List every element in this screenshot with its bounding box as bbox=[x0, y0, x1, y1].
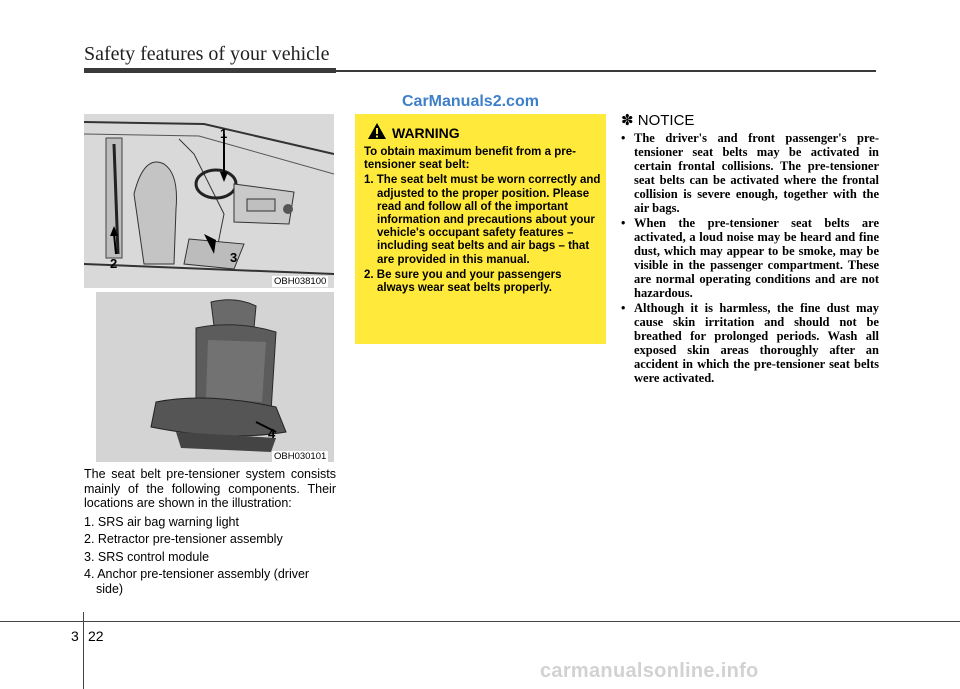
notice-item-text: Although it is harmless, the fine dust may cause skin irritation and should not be breathed for prolonged periods. Wash all exposed skin areas thoroughly after an accident in which the pre-tensioner seat belts were activated. bbox=[634, 301, 879, 385]
bullet-icon: • bbox=[621, 301, 626, 315]
warning-triangle-icon bbox=[367, 122, 387, 140]
warning-item: 2. Be sure you and your passengers always wear seat belts properly. bbox=[364, 268, 562, 295]
component-item: 4. Anchor pre-tensioner assembly (driver side) bbox=[84, 567, 310, 596]
notice-list bbox=[621, 131, 879, 386]
figure1-code: OBH038100 bbox=[274, 276, 327, 287]
component-item: 3. SRS control module bbox=[84, 549, 210, 564]
components-section bbox=[84, 467, 336, 599]
notice-item bbox=[621, 131, 879, 215]
bullet-icon: • bbox=[621, 131, 626, 145]
footer-rule bbox=[0, 621, 960, 622]
header-rule-thick bbox=[84, 68, 336, 73]
figure2-code: OBH030101 bbox=[274, 451, 327, 462]
component-item: 2. Retractor pre-tensioner assembly bbox=[84, 532, 283, 546]
car-interior-drawing bbox=[84, 114, 334, 288]
bullet-icon: • bbox=[621, 216, 626, 230]
header-rule-thin bbox=[336, 70, 876, 72]
warning-item: 1. The seat belt must be worn correctly and adjusted to the proper position. Please read and follow all of the important information and precautions about your vehicle's occupant safety features – including seat belts and air bags – that are provided in this manual. bbox=[364, 174, 601, 266]
notice-item bbox=[621, 216, 879, 300]
component-item: 1. SRS air bag warning light bbox=[84, 514, 239, 529]
callout-2: 2 bbox=[110, 256, 118, 271]
callout-1: 1 bbox=[220, 126, 228, 141]
callout-3: 3 bbox=[230, 250, 238, 265]
page-header-title: Safety features of your vehicle bbox=[84, 43, 330, 65]
notice-item bbox=[621, 301, 879, 385]
notice-item-text: When the pre-tensioner seat belts are activated, a loud noise may be heard and fine dust, which may appear to be smoke, may be visible in the passenger compartment. These are normal operating conditions and are not hazardous. bbox=[634, 216, 879, 300]
notice-title: ✽ NOTICE bbox=[621, 112, 695, 129]
notice-item-text: The driver's and front passenger's pre-tensioner seat belts may be activated in certain frontal collisions. The pre-tensioner seat belts can be activated where the frontal collision is severe enough, together with the air bags. bbox=[634, 131, 879, 215]
callout-4: 4 bbox=[268, 426, 276, 441]
seat-illustration bbox=[96, 292, 334, 462]
seat-drawing bbox=[96, 292, 334, 462]
warning-content bbox=[364, 146, 601, 295]
watermark-top: CarManuals2.com bbox=[402, 93, 539, 110]
components-list bbox=[84, 515, 336, 597]
page-chapter: 3 bbox=[71, 628, 79, 644]
page-number: 22 bbox=[88, 628, 104, 644]
watermark-bottom: carmanualsonline.info bbox=[540, 660, 759, 682]
warning-title: WARNING bbox=[392, 125, 460, 141]
warning-lead: To obtain maximum benefit from a pre-tensioner seat belt: bbox=[364, 146, 576, 172]
car-interior-illustration bbox=[84, 114, 334, 288]
components-intro: The seat belt pre-tensioner system consists mainly of the following components. Their locations are shown in the illustration: bbox=[84, 467, 336, 510]
footer-divider bbox=[83, 612, 84, 689]
